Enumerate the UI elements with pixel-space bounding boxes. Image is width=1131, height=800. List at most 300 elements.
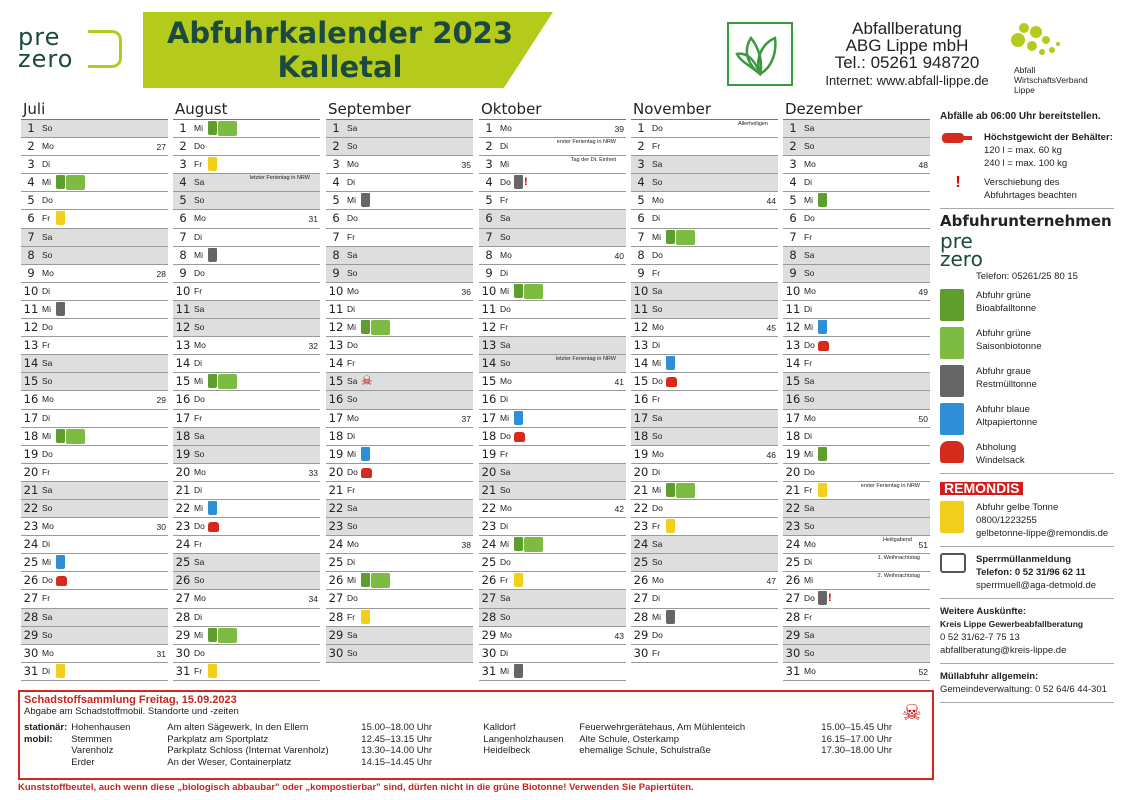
day-row xyxy=(631,283,778,301)
schedule-label: mobil: xyxy=(24,733,53,745)
day-number: 7 xyxy=(485,229,493,244)
weekday: Do xyxy=(804,340,815,351)
weekday: Do xyxy=(194,267,205,278)
legend-label: Bioabfalltonne xyxy=(976,303,1037,314)
weekday: Do xyxy=(347,466,358,477)
weekday: Fr xyxy=(500,322,509,333)
day-row xyxy=(173,301,320,319)
day-row xyxy=(326,120,473,138)
weekday: Sa xyxy=(804,629,815,640)
schedule-cell: Kalldorf xyxy=(483,722,516,733)
day-row xyxy=(21,391,168,409)
weekday: Di xyxy=(500,647,509,658)
weekday: Di xyxy=(500,521,509,532)
weekday: Sa xyxy=(194,177,205,188)
schedule-cell: Langenholzhausen xyxy=(483,733,564,745)
day-row xyxy=(326,627,473,645)
day-number: 7 xyxy=(27,229,35,244)
schedule-cell: 14.15–14.45 Uhr xyxy=(361,756,433,768)
weekday: Mi xyxy=(194,376,203,387)
weekday: So xyxy=(804,647,815,658)
legend-label: Abfuhr grüne xyxy=(976,328,1031,339)
general-phone: Gemeindeverwaltung: 0 52 64/6 44-301 xyxy=(940,684,1107,695)
green-bin-icon xyxy=(208,121,217,135)
season-bin-icon xyxy=(524,284,543,299)
day-row xyxy=(326,500,473,518)
day-number: 22 xyxy=(481,500,497,515)
weekday: Di xyxy=(194,484,203,495)
legend-label: Abholung xyxy=(976,442,1017,453)
weekday: Mo xyxy=(804,665,816,676)
day-number: 12 xyxy=(633,320,649,335)
weekday: Di xyxy=(42,665,51,676)
week-number: 46 xyxy=(766,449,776,460)
diaper-sack-icon xyxy=(940,441,964,463)
day-number: 7 xyxy=(637,229,645,244)
day-number: 14 xyxy=(785,356,801,371)
day-row xyxy=(631,627,778,645)
day-number: 22 xyxy=(328,500,344,515)
day-row xyxy=(479,609,626,627)
month-name: August xyxy=(173,98,320,120)
weekday: Fr xyxy=(804,358,813,369)
day-row xyxy=(479,391,626,409)
day-number: 29 xyxy=(23,627,39,642)
day-row xyxy=(326,482,473,500)
day-number: 25 xyxy=(23,555,39,570)
day-row xyxy=(783,663,930,681)
day-number: 3 xyxy=(179,157,187,172)
day-number: 6 xyxy=(179,211,187,226)
weekday: Do xyxy=(804,213,815,224)
weekday: Sa xyxy=(194,557,205,568)
green-bin-icon xyxy=(666,230,675,244)
diaper-sack-icon xyxy=(514,432,525,442)
day-row xyxy=(326,554,473,572)
day-row xyxy=(631,373,778,391)
day-number: 14 xyxy=(175,356,191,371)
weekday: Di xyxy=(42,539,51,550)
day-row xyxy=(783,120,930,138)
day-row xyxy=(21,283,168,301)
weekday: Mi xyxy=(804,195,813,206)
day-number: 6 xyxy=(27,211,35,226)
day-row xyxy=(21,265,168,283)
green-bin-icon xyxy=(514,537,523,551)
weekday: Mi xyxy=(194,123,203,133)
weekday: Di xyxy=(804,303,813,314)
day-number: 6 xyxy=(485,211,493,226)
blue-bin-icon xyxy=(56,555,65,569)
weekday: Mo xyxy=(42,647,54,658)
day-row xyxy=(783,192,930,210)
day-number: 20 xyxy=(328,464,344,479)
day-number: 22 xyxy=(23,500,39,515)
day-row xyxy=(479,301,626,319)
day-number: 11 xyxy=(23,301,39,316)
weekday: Mi xyxy=(652,611,661,622)
day-number: 4 xyxy=(485,175,493,190)
day-number: 8 xyxy=(485,247,493,262)
day-number: 10 xyxy=(481,283,497,298)
day-row xyxy=(631,174,778,192)
yellow-bin-icon xyxy=(208,157,217,171)
day-number: 21 xyxy=(23,482,39,497)
day-number: 1 xyxy=(789,121,797,135)
day-number: 14 xyxy=(23,356,39,371)
blue-bin-icon xyxy=(208,501,217,515)
day-row xyxy=(173,337,320,355)
weekday: Fr xyxy=(347,611,356,622)
weekday: Fr xyxy=(804,611,813,622)
weekday: Fr xyxy=(652,647,661,658)
day-number: 13 xyxy=(481,338,497,353)
day-number: 23 xyxy=(785,519,801,534)
weekday: Sa xyxy=(804,502,815,513)
week-number: 47 xyxy=(766,576,776,587)
week-number: 34 xyxy=(308,594,318,605)
day-number: 24 xyxy=(328,537,344,552)
day-number: 27 xyxy=(23,591,39,606)
day-row xyxy=(783,482,930,500)
month-dezember xyxy=(783,98,930,681)
day-number: 26 xyxy=(481,573,497,588)
bin-icon xyxy=(940,289,964,321)
holiday-note: letzter Ferientag in NRW xyxy=(555,356,616,363)
schedule-cell: Parkplatz am Sportplatz xyxy=(167,733,269,745)
weekday: Mo xyxy=(500,376,512,387)
weekday: Mi xyxy=(42,430,51,441)
yellow-bin-icon xyxy=(940,501,964,533)
hazard-subtitle: Abgabe am Schadstoffmobil. Standorte und -zeiten xyxy=(24,706,239,717)
holiday-note: letzter Ferientag in NRW xyxy=(249,175,310,182)
yellow-bin-icon xyxy=(666,519,675,533)
day-row xyxy=(631,609,778,627)
month-name: Oktober xyxy=(479,98,626,120)
day-number: 30 xyxy=(175,645,191,660)
day-number: 9 xyxy=(789,265,797,280)
day-row xyxy=(173,645,320,663)
day-row xyxy=(631,590,778,608)
info-line: Kreis Lippe Gewerbeabfallberatung xyxy=(940,619,1084,629)
weekday: Sa xyxy=(42,484,53,495)
weekday: Di xyxy=(804,177,813,188)
grey-bin-icon xyxy=(514,175,523,189)
day-row xyxy=(21,192,168,210)
schedule-cell: 13.30–14.00 Uhr xyxy=(361,745,433,756)
day-row xyxy=(21,663,168,681)
day-row xyxy=(479,156,626,174)
day-number: 17 xyxy=(23,410,39,425)
day-number: 28 xyxy=(175,609,191,624)
day-row xyxy=(631,391,778,409)
day-row xyxy=(631,210,778,228)
day-number: 4 xyxy=(637,175,645,190)
info-email[interactable]: abfallberatung@kreis-lippe.de xyxy=(940,645,1067,656)
weekday: Sa xyxy=(652,412,663,423)
blue-bin-icon xyxy=(514,411,523,425)
day-row xyxy=(631,482,778,500)
day-row xyxy=(783,283,930,301)
day-row xyxy=(783,337,930,355)
contact-block xyxy=(812,20,1002,89)
day-row xyxy=(173,627,320,645)
day-row xyxy=(21,627,168,645)
day-number: 28 xyxy=(785,609,801,624)
day-number: 5 xyxy=(179,193,187,208)
day-number: 19 xyxy=(23,446,39,461)
weekday: Mo xyxy=(804,159,816,170)
day-row xyxy=(21,138,168,156)
day-number: 9 xyxy=(485,265,493,280)
day-number: 5 xyxy=(27,193,35,208)
weekday: Do xyxy=(42,195,53,206)
weekday: Do xyxy=(194,141,205,152)
day-row xyxy=(479,464,626,482)
day-number: 8 xyxy=(179,247,187,262)
sperr-email[interactable]: sperrmuell@aga-detmold.de xyxy=(976,580,1097,591)
diaper-sack-icon xyxy=(666,377,677,387)
schedule-cell: 12.45–13.15 Uhr xyxy=(361,733,433,745)
day-number: 12 xyxy=(481,320,497,335)
day-row xyxy=(783,156,930,174)
season-bin-icon xyxy=(218,628,237,643)
weekday: Mi xyxy=(500,159,509,170)
weekday: Fr xyxy=(42,213,51,224)
day-number: 10 xyxy=(328,283,344,298)
weekday: Mo xyxy=(804,539,816,550)
prezero-small-logo xyxy=(940,229,1020,271)
week-number: 36 xyxy=(461,286,471,297)
day-number: 15 xyxy=(633,374,649,389)
day-number: 5 xyxy=(789,193,797,208)
weekday: So xyxy=(804,521,815,532)
day-number: 24 xyxy=(633,537,649,552)
weekday: Di xyxy=(194,611,203,622)
exclamation-icon: ! xyxy=(524,176,528,189)
day-row xyxy=(326,174,473,192)
week-number: 31 xyxy=(156,648,166,659)
weekday: Fr xyxy=(500,195,509,206)
day-row xyxy=(21,319,168,337)
sperr-title: Sperrmüllanmeldung xyxy=(976,554,1072,565)
day-row xyxy=(783,410,930,428)
day-row xyxy=(631,645,778,663)
weekday: Sa xyxy=(500,466,511,477)
day-row xyxy=(783,210,930,228)
week-number: 30 xyxy=(156,522,166,533)
day-number: 20 xyxy=(785,464,801,479)
yellow-bin-icon xyxy=(818,483,827,497)
day-number: 19 xyxy=(633,446,649,461)
day-number: 18 xyxy=(175,428,191,443)
day-number: 26 xyxy=(633,573,649,588)
schedule-row xyxy=(24,722,911,734)
weekday: So xyxy=(500,358,511,369)
weekday: So xyxy=(347,141,358,152)
logo-text-1: pre xyxy=(18,23,61,51)
day-row xyxy=(783,464,930,482)
day-number: 28 xyxy=(481,609,497,624)
day-row xyxy=(479,572,626,590)
day-number: 26 xyxy=(23,573,39,588)
day-row xyxy=(326,301,473,319)
sperr-phone: Telefon: 0 52 31/96 62 11 xyxy=(976,567,1086,578)
day-number: 29 xyxy=(481,627,497,642)
weekday: Di xyxy=(42,412,51,423)
month-name: September xyxy=(326,98,473,120)
weekday: Fr xyxy=(500,448,509,459)
exclamation-icon: ! xyxy=(955,174,961,191)
schedule-cell: Stemmen xyxy=(71,733,112,745)
day-number: 27 xyxy=(785,591,801,606)
day-row xyxy=(783,428,930,446)
day-number: 29 xyxy=(175,627,191,642)
contact-website[interactable]: Internet: www.abfall-lippe.de xyxy=(825,73,989,88)
day-number: 24 xyxy=(175,537,191,552)
day-row xyxy=(631,247,778,265)
day-row xyxy=(631,518,778,536)
day-row xyxy=(326,192,473,210)
weekday: Fr xyxy=(194,412,203,423)
day-row xyxy=(21,590,168,608)
weekday: So xyxy=(652,430,663,441)
weekday: Mo xyxy=(42,267,54,278)
small-logo-text: pre xyxy=(940,229,973,253)
day-row xyxy=(783,373,930,391)
leaf-icon xyxy=(727,22,793,86)
day-number: 28 xyxy=(328,609,344,624)
weekday: Sa xyxy=(347,629,358,640)
day-number: 25 xyxy=(175,555,191,570)
weekday: Sa xyxy=(347,249,358,260)
day-number: 13 xyxy=(175,338,191,353)
weekday: Di xyxy=(500,394,509,405)
day-number: 10 xyxy=(175,283,191,298)
day-row xyxy=(21,518,168,536)
day-row xyxy=(479,355,626,373)
weekday: Mi xyxy=(194,249,203,260)
day-row xyxy=(479,518,626,536)
day-row xyxy=(173,210,320,228)
day-row xyxy=(173,391,320,409)
green-bin-icon xyxy=(208,628,217,642)
day-row xyxy=(21,536,168,554)
holiday-note: Heiligabend xyxy=(882,537,912,544)
day-number: 10 xyxy=(23,283,39,298)
bin-icon xyxy=(940,327,964,359)
day-number: 15 xyxy=(175,374,191,389)
day-number: 8 xyxy=(27,247,35,262)
weekday: So xyxy=(42,249,53,260)
day-row xyxy=(21,337,168,355)
yellow-bin-icon xyxy=(56,664,65,678)
day-number: 15 xyxy=(785,374,801,389)
hazard-title: Schadstoffsammlung Freitag, 15.09.2023 xyxy=(24,694,237,706)
day-row xyxy=(326,590,473,608)
day-number: 15 xyxy=(481,374,497,389)
day-row xyxy=(631,536,778,554)
weekday: Di xyxy=(347,557,356,568)
dots-logo-icon xyxy=(1008,22,1064,60)
schedule-cell: Erder xyxy=(71,756,95,768)
day-row xyxy=(173,536,320,554)
week-number: 37 xyxy=(461,413,471,424)
day-row xyxy=(631,355,778,373)
day-row xyxy=(326,536,473,554)
day-row xyxy=(326,283,473,301)
month-name: Dezember xyxy=(783,98,930,120)
day-number: 21 xyxy=(328,482,344,497)
weekday: So xyxy=(652,303,663,314)
legend-label: Altpapiertonne xyxy=(976,417,1038,428)
grey-bin-icon xyxy=(818,591,827,605)
day-number: 30 xyxy=(481,645,497,660)
weekday: Mo xyxy=(194,466,206,477)
day-row xyxy=(783,627,930,645)
day-number: 25 xyxy=(785,555,801,570)
week-number: 41 xyxy=(614,377,624,388)
day-number: 24 xyxy=(481,537,497,552)
week-number: 50 xyxy=(918,413,928,424)
day-number: 11 xyxy=(785,301,801,316)
day-row xyxy=(326,645,473,663)
verband-line: Abfall xyxy=(1014,65,1036,75)
verband-line: Lippe xyxy=(1014,85,1035,95)
weekday: Fr xyxy=(42,340,51,351)
week-number: 28 xyxy=(156,268,166,279)
bin-icon xyxy=(940,365,964,397)
weekday: Do xyxy=(42,448,53,459)
green-bin-icon xyxy=(818,447,827,461)
yellow-email[interactable]: gelbetonne-lippe@remondis.de xyxy=(976,528,1109,539)
day-number: 27 xyxy=(481,591,497,606)
season-bin-icon xyxy=(676,483,695,498)
day-number: 9 xyxy=(332,265,340,280)
day-number: 12 xyxy=(175,320,191,335)
day-number: 8 xyxy=(789,247,797,262)
day-number: 7 xyxy=(179,229,187,244)
month-name: Juli xyxy=(21,98,168,120)
weekday: Do xyxy=(804,593,815,604)
weekday: Fr xyxy=(194,285,203,296)
day-row xyxy=(21,446,168,464)
day-row xyxy=(173,500,320,518)
day-row xyxy=(21,464,168,482)
footer-notice: Kunststoffbeutel, auch wenn diese „biologisch abbaubar" oder „kompostierbar" sind, dürfen nicht in die grüne Biotonne! Verwenden Sie Papiertüten. xyxy=(18,782,694,793)
weekday: So xyxy=(652,177,663,188)
day-number: 8 xyxy=(332,247,340,262)
season-bin-icon xyxy=(218,374,237,389)
legend-label: Abfuhr graue xyxy=(976,366,1031,377)
day-row xyxy=(21,174,168,192)
day-row xyxy=(631,138,778,156)
day-number: 9 xyxy=(637,265,645,280)
day-number: 12 xyxy=(785,320,801,335)
weekday: Do xyxy=(500,430,511,441)
weekday: Sa xyxy=(652,285,663,296)
day-number: 23 xyxy=(175,519,191,534)
day-row xyxy=(173,464,320,482)
day-number: 11 xyxy=(328,301,344,316)
weekday: Mo xyxy=(42,394,54,405)
day-row xyxy=(783,301,930,319)
holiday-note: erster Ferientag in NRW xyxy=(556,139,616,146)
day-number: 25 xyxy=(481,555,497,570)
day-row xyxy=(479,482,626,500)
day-row xyxy=(479,428,626,446)
weekday: Do xyxy=(652,376,663,387)
